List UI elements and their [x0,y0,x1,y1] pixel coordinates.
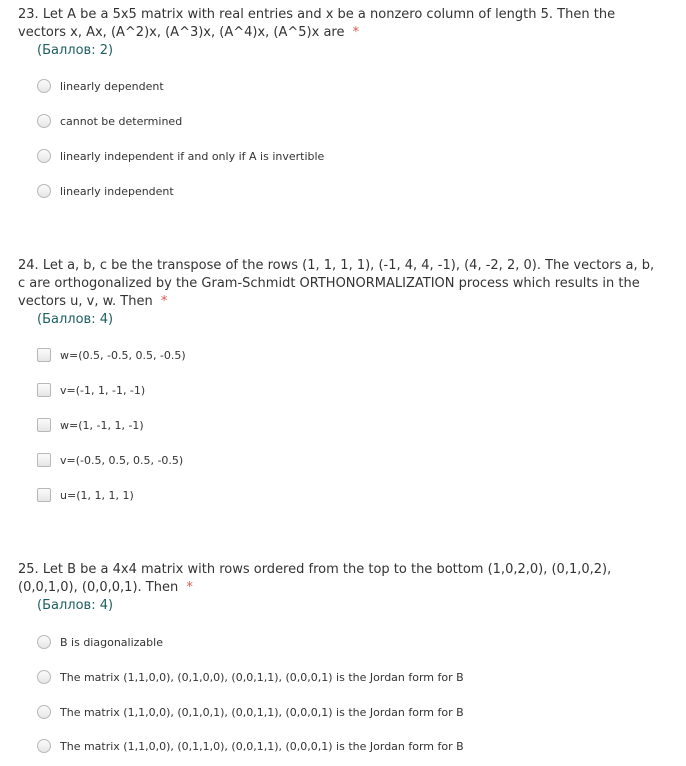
required-asterisk: * [160,294,168,309]
option-jordan-form-2[interactable] [37,703,464,721]
radio-button[interactable] [37,184,51,198]
option-label: The matrix (1,1,0,0), (0,1,0,1), (0,0,1,1), (0,0,0,1) is the Jordan form for B [60,705,464,719]
option-label: cannot be determined [60,114,183,128]
checkbox[interactable] [37,418,51,432]
option-independent-iff-invertible[interactable] [37,147,324,165]
option-label: The matrix (1,1,0,0), (0,1,0,0), (0,0,1,1), (0,0,0,1) is the Jordan form for B [60,670,464,684]
radio-button[interactable] [37,705,51,719]
option-label: B is diagonalizable [60,635,163,649]
question-title [18,561,658,597]
option-w-half[interactable] [37,346,186,364]
radio-button[interactable] [37,114,51,128]
question-text: Let A be a 5x5 matrix with real entries and x be a nonzero column of length 5. Then the vectors x, Ax, (A^2)x, (A^3)x, (A^4)x, (A^5)x are [18,7,616,40]
option-label: v=(-1, 1, -1, -1) [60,383,146,397]
option-label: u=(1, 1, 1, 1) [60,488,134,502]
radio-button[interactable] [37,635,51,649]
radio-button[interactable] [37,149,51,163]
option-label: linearly independent [60,184,174,198]
option-w-ones[interactable] [37,416,144,434]
required-asterisk: * [352,25,360,40]
option-diagonalizable[interactable] [37,633,163,651]
question-points: (Баллов: 4) [37,312,114,327]
question-number: 23. [18,7,39,22]
option-jordan-form-1[interactable] [37,668,464,686]
option-linearly-dependent[interactable] [37,77,164,95]
option-label: linearly independent if and only if A is invertible [60,149,325,163]
question-points: (Баллов: 4) [37,598,114,613]
option-v-half[interactable] [37,451,183,469]
checkbox[interactable] [37,383,51,397]
option-label: w=(0.5, -0.5, 0.5, -0.5) [60,348,186,362]
required-asterisk: * [186,580,193,595]
checkbox[interactable] [37,488,51,502]
question-number: 24. [18,258,39,273]
option-v-ones[interactable] [37,381,145,399]
option-linearly-independent[interactable] [37,182,174,200]
option-label: linearly dependent [60,79,164,93]
question-text: Let a, b, c be the transpose of the rows (1, 1, 1, 1), (-1, 4, 4, -1), (4, -2, 2, 0). The vectors a, b, c are orthogonalized by the Gram-Schmidt ORTHONORMALIZATION process which results in the vectors u, v, w. Then [18,258,655,309]
checkbox[interactable] [37,348,51,362]
question-title [18,6,658,42]
option-label: The matrix (1,1,0,0), (0,1,1,0), (0,0,1,1), (0,0,0,1) is the Jordan form for B [60,739,464,753]
question-points: (Баллов: 2) [37,43,114,58]
question-title [18,257,658,311]
checkbox[interactable] [37,453,51,467]
question-number: 25. [18,562,39,577]
option-label: v=(-0.5, 0.5, 0.5, -0.5) [60,453,184,467]
option-u-ones[interactable] [37,486,134,504]
option-label: w=(1, -1, 1, -1) [60,418,144,432]
option-jordan-form-3[interactable] [37,737,464,755]
radio-button[interactable] [37,739,51,753]
radio-button[interactable] [37,670,51,684]
question-text: Let B be a 4x4 matrix with rows ordered from the top to the bottom (1,0,2,0), (0,1,0,2), (0,0,1,0), (0,0,0,1). Then [18,562,612,595]
radio-button[interactable] [37,79,51,93]
option-cannot-be-determined[interactable] [37,112,182,130]
